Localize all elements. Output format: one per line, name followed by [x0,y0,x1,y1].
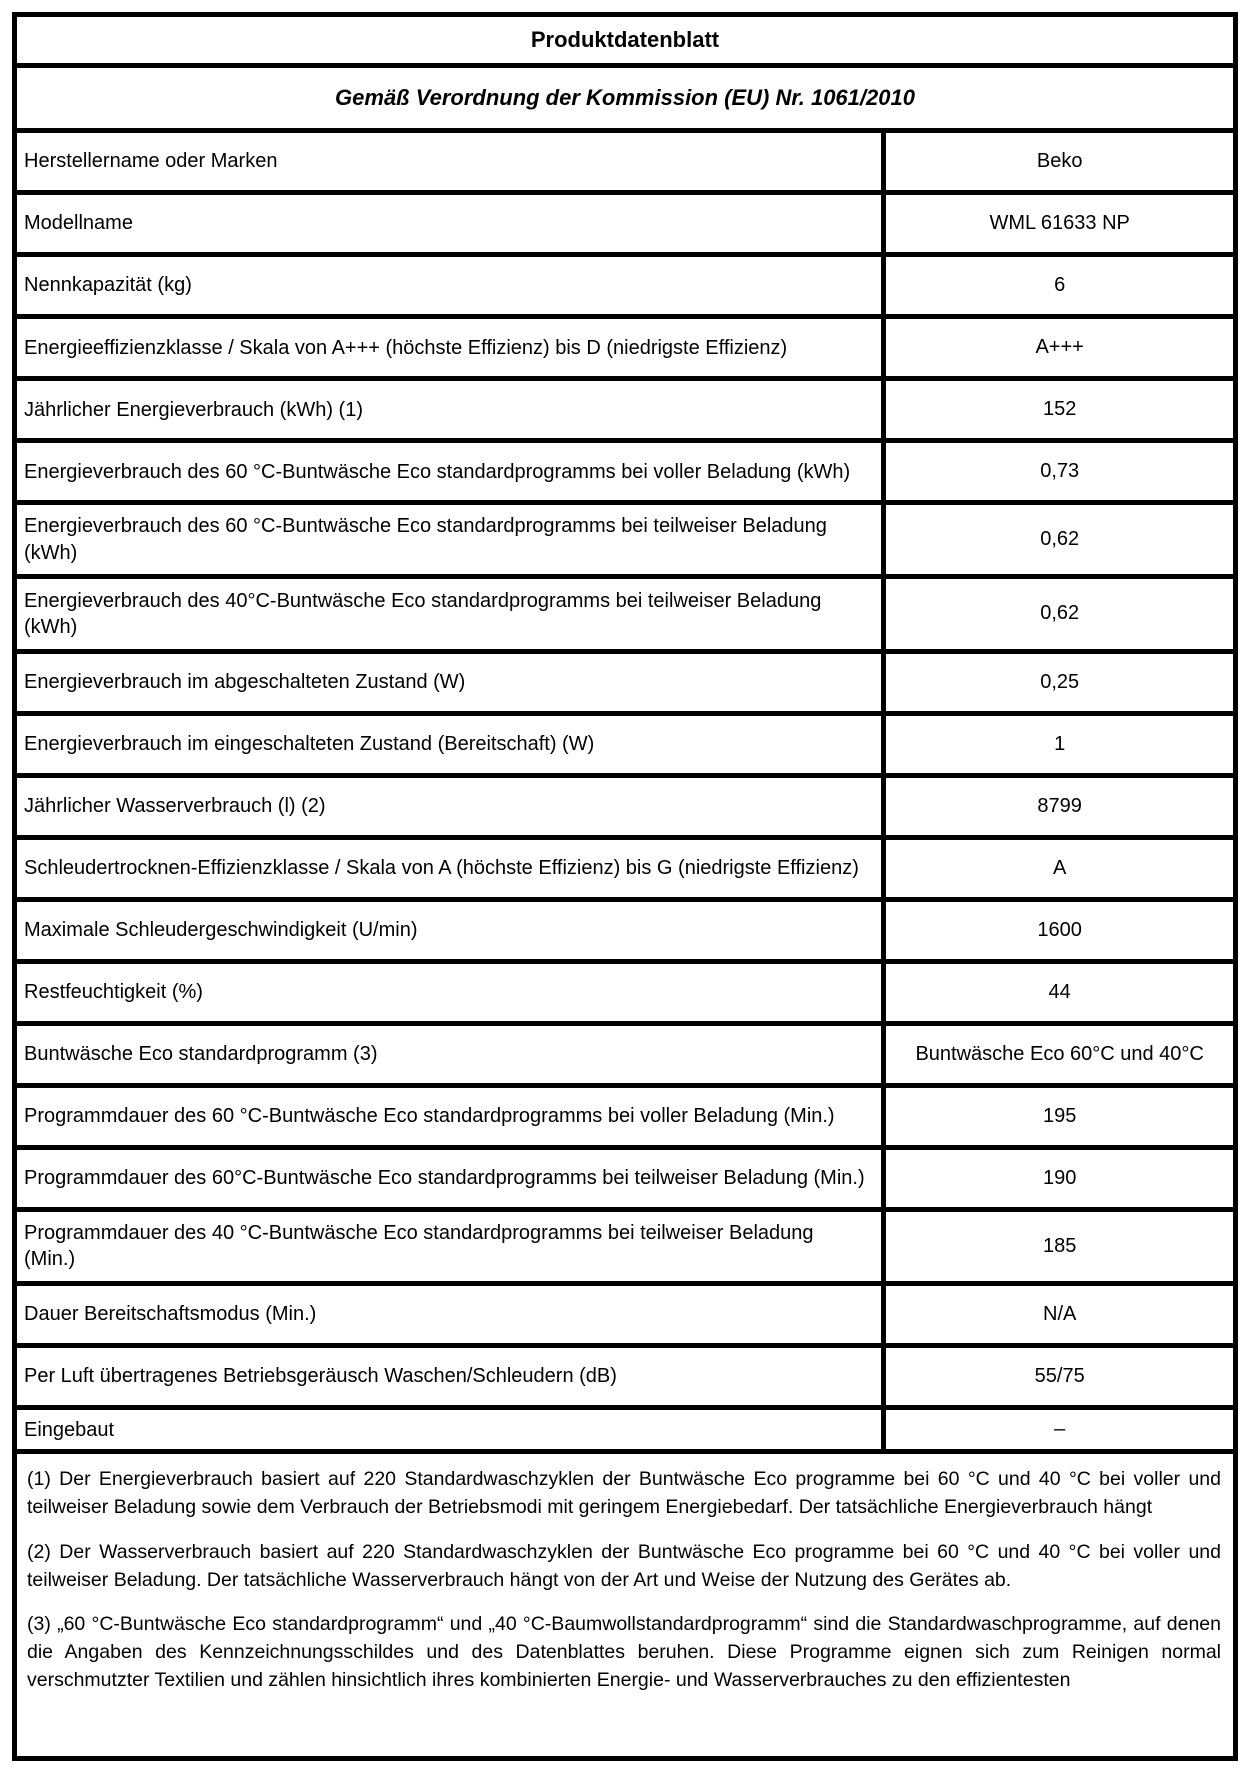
subtitle-row [15,65,1236,130]
table-row [15,1085,1236,1147]
spec-value: 8799 [884,775,1236,837]
spec-value: 152 [884,379,1236,441]
spec-label: Energieverbrauch im eingeschalteten Zustand (Bereitschaft) (W) [15,713,884,775]
spec-label: Energieverbrauch des 60 °C-Buntwäsche Eco standardprogramms bei voller Beladung (kWh) [15,441,884,503]
footnotes-cell [15,1452,1236,1759]
table-row [15,1407,1236,1452]
spec-label: Energieeffizienzklasse / Skala von A+++ (höchste Effizienz) bis D (niedrigste Effizienz) [15,317,884,379]
spec-value: 6 [884,255,1236,317]
table-row [15,441,1236,503]
spec-label: Dauer Bereitschaftsmodus (Min.) [15,1283,884,1345]
spec-value: 185 [884,1209,1236,1283]
spec-value: 195 [884,1085,1236,1147]
footnote: (1) Der Energieverbrauch basiert auf 220 Standardwaschzyklen der Buntwäsche Eco programme bei 60 °C und 40 °C bei voller und teilweiser Beladung sowie dem Verbrauch der Betriebsmodi mit geringem Energiebedarf. Der tatsächliche Energieverbrauch hängt [27,1468,1221,1519]
spec-value: 44 [884,961,1236,1023]
spec-value: A+++ [884,317,1236,379]
spec-label: Per Luft übertragenes Betriebsgeräusch Waschen/Schleudern (dB) [15,1345,884,1407]
spec-label: Energieverbrauch im abgeschalteten Zustand (W) [15,651,884,713]
table-row [15,317,1236,379]
page-subtitle: Gemäß Verordnung der Kommission (EU) Nr. 1061/2010 [15,65,1236,130]
spec-value: 0,73 [884,441,1236,503]
table-row [15,193,1236,255]
spec-value: A [884,837,1236,899]
footnote: (2) Der Wasserverbrauch basiert auf 220 Standardwaschzyklen der Buntwäsche Eco programme bei 60 °C und 40 °C bei voller und teilweiser Beladung. Der tatsächliche Wasserverbrauch hängt von der Art und Weise der Nutzung des Gerätes ab. [27,1540,1221,1591]
table-row [15,899,1236,961]
table-row [15,131,1236,193]
spec-value: Beko [884,131,1236,193]
table-row [15,503,1236,577]
table-row [15,837,1236,899]
spec-value: 1600 [884,899,1236,961]
spec-value: 0,62 [884,503,1236,577]
spec-label: Nennkapazität (kg) [15,255,884,317]
table-row [15,775,1236,837]
spec-label: Energieverbrauch des 60 °C-Buntwäsche Eco standardprogramms bei teilweiser Beladung (kWh) [15,503,884,577]
spec-value: WML 61633 NP [884,193,1236,255]
table-row [15,379,1236,441]
title-row [15,15,1236,66]
spec-value: 0,62 [884,577,1236,651]
table-row [15,255,1236,317]
table-row [15,1283,1236,1345]
spec-label: Herstellername oder Marken [15,131,884,193]
table-row [15,1209,1236,1283]
table-row [15,1023,1236,1085]
spec-value: 1 [884,713,1236,775]
spec-rows [15,131,1236,1452]
spec-label: Maximale Schleudergeschwindigkeit (U/min) [15,899,884,961]
page-title: Produktdatenblatt [15,15,1236,66]
spec-value: 190 [884,1147,1236,1209]
spec-label: Restfeuchtigkeit (%) [15,961,884,1023]
table-row [15,961,1236,1023]
datasheet-table [12,12,1238,1761]
spec-value: 0,25 [884,651,1236,713]
table-row [15,1345,1236,1407]
table-row [15,713,1236,775]
spec-label: Programmdauer des 60 °C-Buntwäsche Eco standardprogramms bei voller Beladung (Min.) [15,1085,884,1147]
spec-label: Buntwäsche Eco standardprogramm (3) [15,1023,884,1085]
spec-value: 55/75 [884,1345,1236,1407]
footnotes-row [15,1452,1236,1759]
spec-label: Programmdauer des 40 °C-Buntwäsche Eco standardprogramms bei teilweiser Beladung (Min.) [15,1209,884,1283]
spec-value: Buntwäsche Eco 60°C und 40°C [884,1023,1236,1085]
spec-value: N/A [884,1283,1236,1345]
table-row [15,577,1236,651]
spec-label: Programmdauer des 60°C-Buntwäsche Eco standardprogramms bei teilweiser Beladung (Min.) [15,1147,884,1209]
footnote: (3) „60 °C-Buntwäsche Eco standardprogramm“ und „40 °C-Baumwollstandardprogramm“ sind die Standardwaschprogramme, auf denen die Angaben des Kennzeichnungsschildes und des Datenblattes beruhen. Diese Programme eignen sich zum Reinigen normal verschmutzter Textilien und zählen hinsichtlich ihres kombinierten Energie- und Wasserverbrauches zu den effizientesten [27,1613,1221,1691]
table-row [15,651,1236,713]
spec-label: Jährlicher Energieverbrauch (kWh) (1) [15,379,884,441]
spec-label: Energieverbrauch des 40°C-Buntwäsche Eco standardprogramms bei teilweiser Beladung (kWh) [15,577,884,651]
table-row [15,1147,1236,1209]
spec-value: – [884,1407,1236,1452]
spec-label: Eingebaut [15,1407,884,1452]
spec-label: Schleudertrocknen-Effizienzklasse / Skala von A (höchste Effizienz) bis G (niedrigste Effizienz) [15,837,884,899]
spec-label: Jährlicher Wasserverbrauch (l) (2) [15,775,884,837]
spec-label: Modellname [15,193,884,255]
